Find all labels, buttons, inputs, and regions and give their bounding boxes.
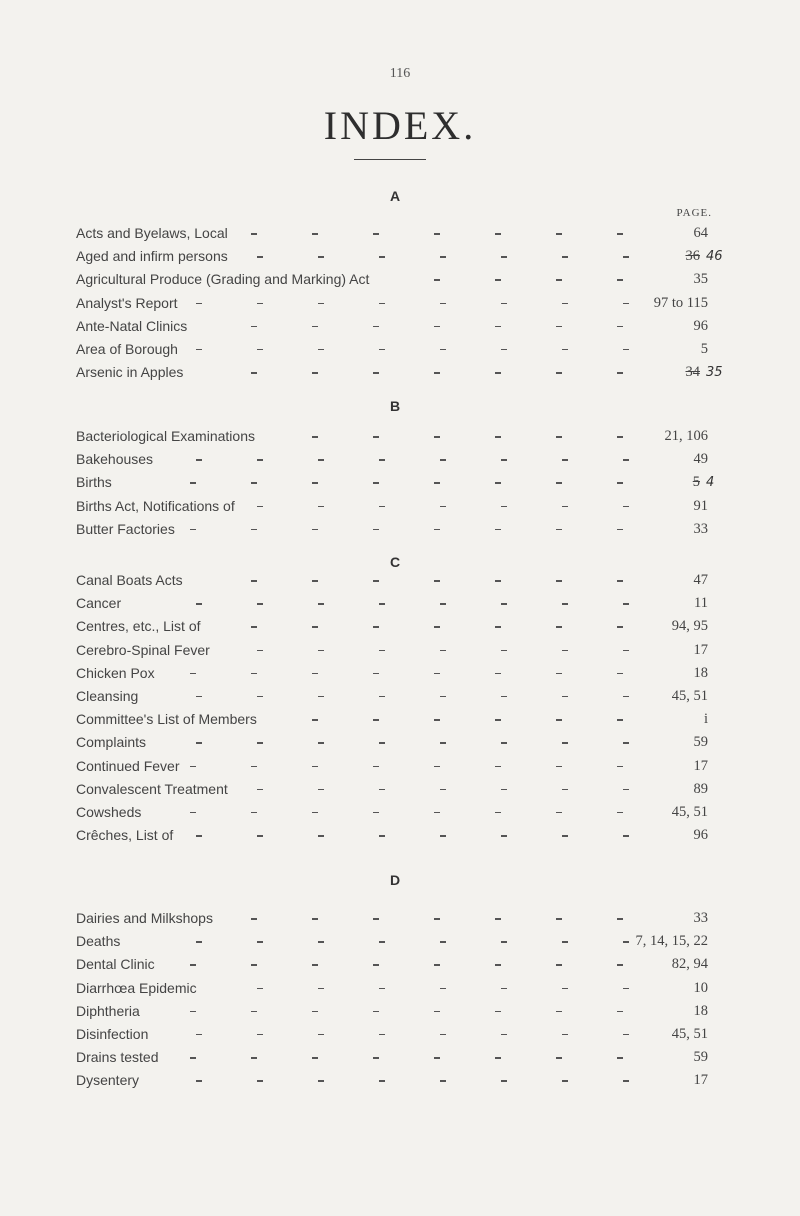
entry-name: Bacteriological Examinations	[76, 428, 255, 444]
entry-name: Disinfection	[76, 1025, 149, 1042]
entry-page: 49	[693, 451, 708, 468]
index-entry	[0, 268, 800, 291]
entry-page: 89	[693, 780, 708, 797]
index-entry	[0, 662, 800, 685]
handwritten-correction: 4	[706, 475, 715, 491]
entry-name: Cleansing	[76, 687, 139, 704]
index-entry	[0, 801, 800, 824]
entry-name: Ante-Natal Clinics	[76, 317, 188, 334]
entry-page: 82, 94	[671, 956, 708, 973]
entry-page: 35	[693, 271, 708, 288]
leader-dashes	[190, 907, 620, 930]
leader-dashes	[190, 315, 620, 338]
index-entry	[0, 1046, 800, 1069]
entry-page: 17	[693, 1072, 708, 1089]
entry-name: Dysentery	[76, 1072, 140, 1089]
entry-name: Acts and Byelaws, Local	[76, 225, 228, 241]
entry-page: 17	[693, 757, 708, 774]
entry-name: Arsenic in Apples	[76, 364, 184, 381]
page-title: INDEX.	[323, 103, 477, 148]
entry-page: i	[703, 711, 708, 728]
page-number: 116	[389, 66, 411, 81]
entry-page: 33	[693, 910, 708, 926]
section-d	[0, 907, 800, 1093]
entry-page: 18	[693, 664, 708, 681]
leader-dashes	[190, 953, 620, 976]
leader-dashes	[190, 425, 620, 448]
handwritten-correction: 35	[706, 365, 723, 381]
index-entry	[0, 245, 800, 268]
leader-dashes	[190, 778, 620, 801]
entry-name: Analyst's Report	[76, 294, 178, 311]
entry-page: 45, 51	[671, 687, 708, 704]
index-entry	[0, 471, 800, 494]
index-entry	[0, 361, 800, 384]
entry-page: 11	[694, 595, 708, 612]
entry-page: 45, 51	[671, 1025, 708, 1042]
leader-dashes	[190, 495, 620, 518]
section-letter-a: A	[389, 188, 401, 204]
section-letter-d: D	[389, 872, 401, 888]
entry-page: 7, 14, 15, 22	[635, 933, 708, 950]
entry-page: 45, 51	[671, 803, 708, 820]
entry-name: Committee's List of Members	[76, 711, 257, 728]
index-entry	[0, 222, 800, 245]
entry-page: 5	[700, 340, 708, 357]
entry-page: 5	[692, 474, 700, 491]
leader-dashes	[190, 292, 620, 315]
entry-name: Births	[76, 474, 112, 491]
section-c	[0, 569, 800, 847]
leader-dashes	[190, 1023, 620, 1046]
leader-dashes	[190, 615, 620, 638]
leader-dashes	[190, 639, 620, 662]
entry-page: 18	[693, 1002, 708, 1019]
entry-name: Cowsheds	[76, 803, 142, 820]
leader-dashes	[190, 708, 620, 731]
index-entry	[0, 315, 800, 338]
index-entry	[0, 685, 800, 708]
entry-page: 21, 106	[664, 428, 708, 444]
leader-dashes	[190, 824, 620, 847]
entry-name: Convalescent Treatment	[76, 780, 228, 797]
leader-dashes	[190, 662, 620, 685]
entry-name: Dental Clinic	[76, 956, 155, 973]
index-entry	[0, 518, 800, 541]
section-letter-b: B	[389, 398, 401, 414]
leader-dashes	[190, 1046, 620, 1069]
title-rule	[354, 159, 426, 160]
entry-page: 97 to 115	[653, 294, 708, 311]
index-entry	[0, 338, 800, 361]
index-entry	[0, 731, 800, 754]
entry-name: Area of Borough	[76, 340, 178, 357]
leader-dashes	[190, 1000, 620, 1023]
handwritten-correction: 46	[706, 249, 723, 265]
index-entry	[0, 1023, 800, 1046]
index-entry	[0, 615, 800, 638]
index-entry	[0, 592, 800, 615]
section-a	[0, 222, 800, 384]
entry-page: 47	[693, 572, 708, 588]
section-b	[0, 425, 800, 541]
entry-page: 36	[685, 248, 700, 265]
index-entry	[0, 1069, 800, 1092]
entry-name: Diphtheria	[76, 1002, 140, 1019]
entry-name: Chicken Pox	[76, 664, 155, 681]
entry-page: 34	[685, 364, 700, 381]
index-entry	[0, 977, 800, 1000]
leader-dashes	[190, 471, 620, 494]
leader-dashes	[190, 569, 620, 592]
index-entry	[0, 755, 800, 778]
leader-dashes	[190, 755, 620, 778]
entry-page: 33	[693, 520, 708, 537]
entry-name: Dairies and Milkshops	[76, 910, 213, 926]
index-entry	[0, 708, 800, 731]
index-entry	[0, 778, 800, 801]
index-entry	[0, 907, 800, 930]
entry-name: Drains tested	[76, 1049, 159, 1066]
index-entry	[0, 930, 800, 953]
leader-dashes	[190, 268, 620, 291]
leader-dashes	[190, 222, 620, 245]
entry-name: Aged and infirm persons	[76, 248, 228, 265]
index-entry	[0, 953, 800, 976]
leader-dashes	[190, 518, 620, 541]
entry-name: Crêches, List of	[76, 827, 174, 844]
index-entry	[0, 425, 800, 448]
entry-name: Complaints	[76, 734, 147, 751]
entry-page: 10	[693, 979, 708, 996]
entry-name: Cerebro-Spinal Fever	[76, 641, 210, 658]
leader-dashes	[190, 685, 620, 708]
leader-dashes	[190, 361, 620, 384]
leader-dashes	[190, 930, 620, 953]
leader-dashes	[190, 977, 620, 1000]
leader-dashes	[190, 245, 620, 268]
entry-name: Diarrhœa Epidemic	[76, 979, 197, 996]
entry-page: 59	[693, 1049, 708, 1066]
entry-page: 96	[693, 827, 708, 844]
section-letter-c: C	[389, 554, 401, 570]
entry-page: 96	[693, 317, 708, 334]
entry-page: 17	[693, 641, 708, 658]
leader-dashes	[190, 731, 620, 754]
entry-page: 59	[693, 734, 708, 751]
leader-dashes	[190, 1069, 620, 1092]
entry-page: 91	[693, 497, 708, 514]
index-entry	[0, 824, 800, 847]
index-entry	[0, 292, 800, 315]
index-entry	[0, 639, 800, 662]
index-entry	[0, 1000, 800, 1023]
entry-name: Canal Boats Acts	[76, 572, 183, 588]
index-entry	[0, 495, 800, 518]
entry-name: Cancer	[76, 595, 122, 612]
entry-name: Deaths	[76, 933, 121, 950]
index-entry	[0, 569, 800, 592]
page-column-header: PAGE.	[676, 207, 712, 219]
leader-dashes	[190, 338, 620, 361]
entry-page: 94, 95	[671, 618, 708, 635]
index-entry	[0, 448, 800, 471]
entry-name: Butter Factories	[76, 520, 175, 537]
entry-name: Bakehouses	[76, 451, 154, 468]
entry-page: 64	[693, 225, 708, 241]
leader-dashes	[190, 592, 620, 615]
leader-dashes	[190, 801, 620, 824]
entry-name: Agricultural Produce (Grading and Marking) Act	[76, 271, 370, 288]
entry-name: Births Act, Notifications of	[76, 497, 235, 514]
entry-name: Centres, etc., List of	[76, 618, 201, 635]
leader-dashes	[190, 448, 620, 471]
entry-name: Continued Fever	[76, 757, 180, 774]
